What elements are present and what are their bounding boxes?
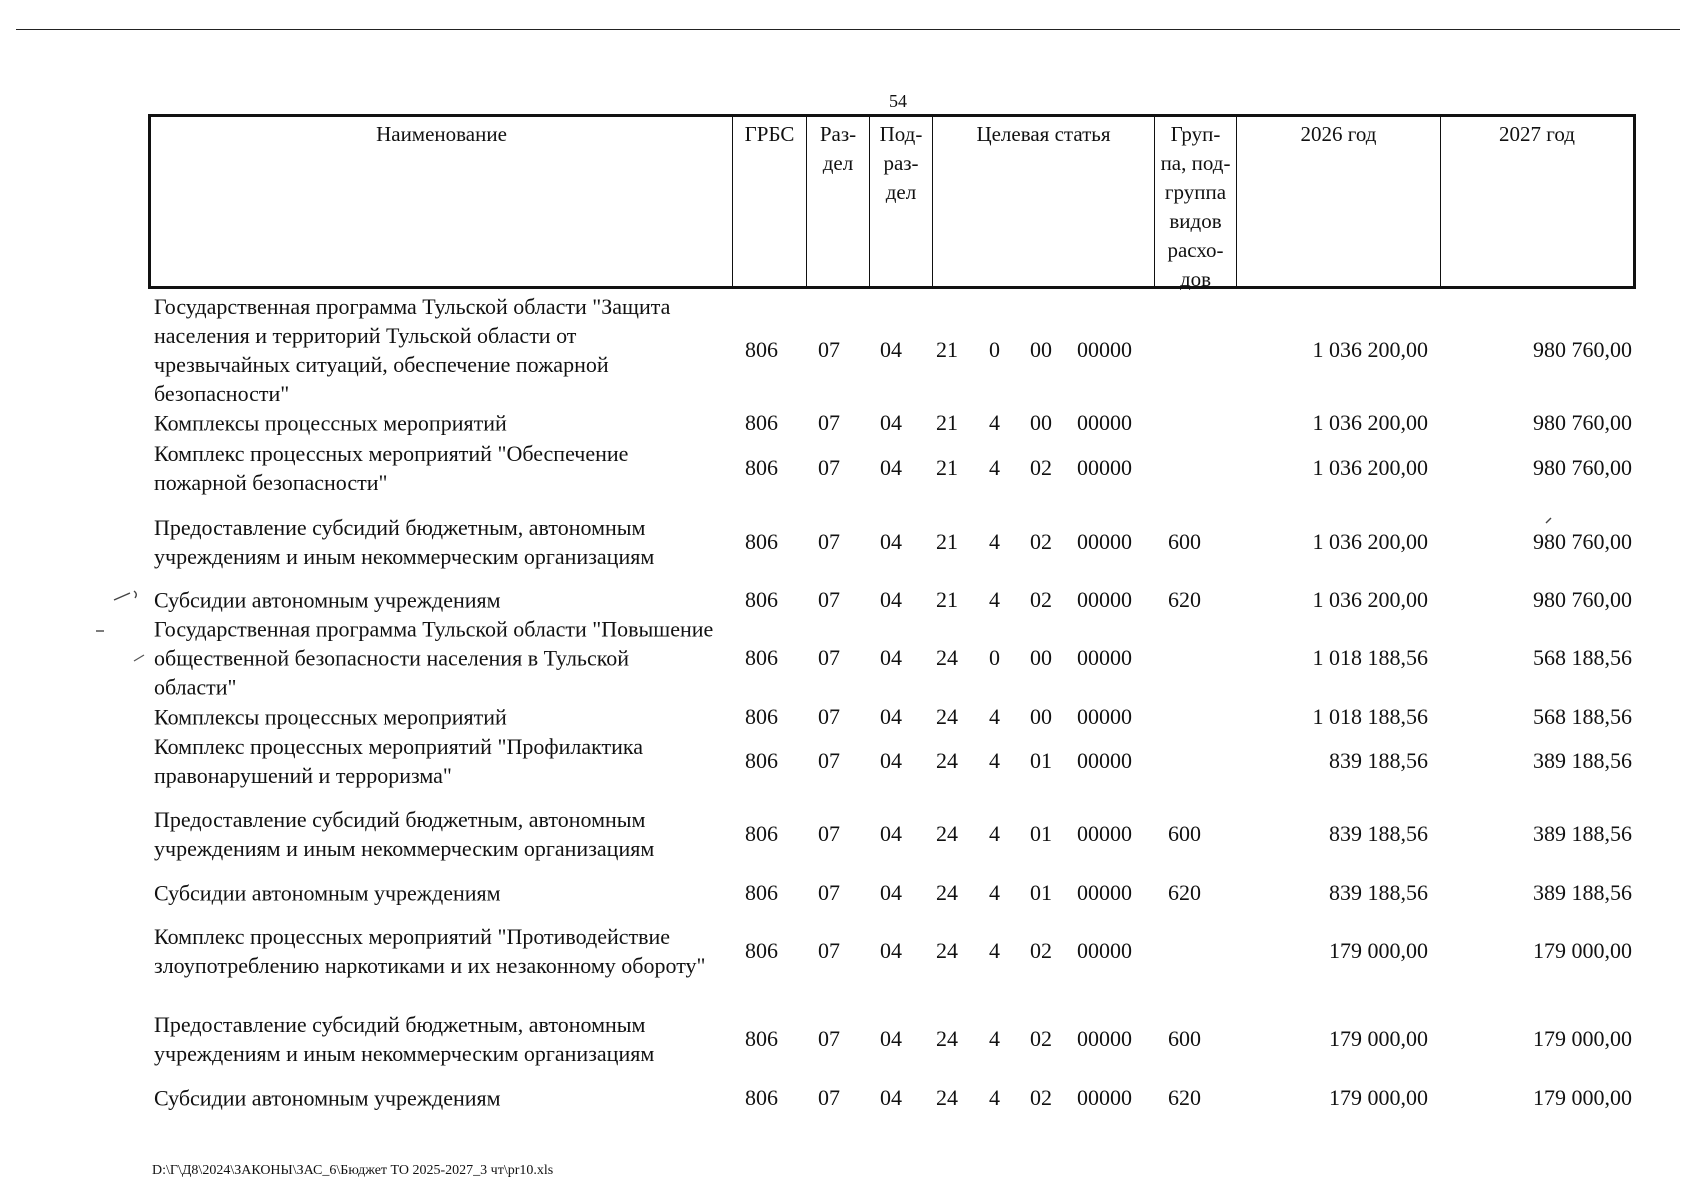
header-name: Наименование bbox=[151, 117, 733, 286]
header-year-2026: 2026 год bbox=[1237, 117, 1441, 286]
header-group: Груп- па, под- группа видов расхо- дов bbox=[1155, 117, 1237, 286]
table-row: Комплексы процессных мероприятий 806 07 04 21 4 00 00000 1 036 200,00 980 760,00 bbox=[154, 410, 1632, 436]
table-row: Комплексы процессных мероприятий 806 07 04 24 4 00 00000 1 018 188,56 568 188,56 bbox=[154, 704, 1632, 730]
page-number: 54 bbox=[889, 91, 907, 111]
header-target-article: Целевая статья bbox=[933, 117, 1155, 286]
pen-mark-icon bbox=[94, 628, 108, 634]
table-row: Субсидии автономным учреждениям 806 07 04 24 4 02 00000 620 179 000,00 179 000,00 bbox=[154, 1085, 1632, 1111]
pen-mark-icon bbox=[1544, 515, 1554, 525]
table-row: Государственная программа Тульской области "Повышение общественной безопасности населения в Тульской области" 806 07 04 24 0 00 00000 1 018 188,56 568 188,56 bbox=[154, 616, 1632, 700]
table-row: Государственная программа Тульской области "Защита населения и территорий Тульской области от чрезвычайных ситуаций, обеспечение пожарной безопасности" 806 07 04 21 0 00 00000 1 036 200,00 980 760,00 bbox=[154, 294, 1632, 406]
table-row: Комплекс процессных мероприятий "Профилактика правонарушений и терроризма" 806 07 04 24 4 01 00000 839 188,56 389 188,56 bbox=[154, 734, 1632, 788]
file-path: D:\Г\Д8\2024\ЗАКОНЫ\ЗАС_6\Бюджет ТО 2025-2027_3 чт\pr10.xls bbox=[152, 1163, 554, 1178]
table-row: Субсидии автономным учреждениям 806 07 04 24 4 01 00000 620 839 188,56 389 188,56 bbox=[154, 880, 1632, 906]
pen-mark-icon bbox=[112, 588, 142, 604]
table-row: Комплекс процессных мероприятий "Обеспечение пожарной безопасности" 806 07 04 21 4 02 00000 1 036 200,00 980 760,00 bbox=[154, 441, 1632, 495]
table-row: Комплекс процессных мероприятий "Противодействие злоупотреблению наркотиками и их незаконному обороту" 806 07 04 24 4 02 00000 179 000,00 179 000,00 bbox=[154, 924, 1632, 978]
table-row: Предоставление субсидий бюджетным, автономным учреждениям и иным некоммерческим организациям 806 07 04 24 4 01 00000 600 839 188,56 389 188,56 bbox=[154, 807, 1632, 861]
table-row: Субсидии автономным учреждениям 806 07 04 21 4 02 00000 620 1 036 200,00 980 760,00 bbox=[154, 587, 1632, 613]
header-grbs: ГРБС bbox=[733, 117, 807, 286]
table-row: Предоставление субсидий бюджетным, автономным учреждениям и иным некоммерческим организациям 806 07 04 21 4 02 00000 600 1 036 200,00 980 760,00 bbox=[154, 515, 1632, 569]
header-razdel: Раз- дел bbox=[807, 117, 870, 286]
pen-mark-icon bbox=[132, 652, 148, 664]
header-year-2027: 2027 год bbox=[1499, 122, 1575, 146]
table-row: Предоставление субсидий бюджетным, автономным учреждениям и иным некоммерческим организациям 806 07 04 24 4 02 00000 600 179 000,00 179 000,00 bbox=[154, 1012, 1632, 1066]
header-podrazdel: Под- раз- дел bbox=[870, 117, 933, 286]
